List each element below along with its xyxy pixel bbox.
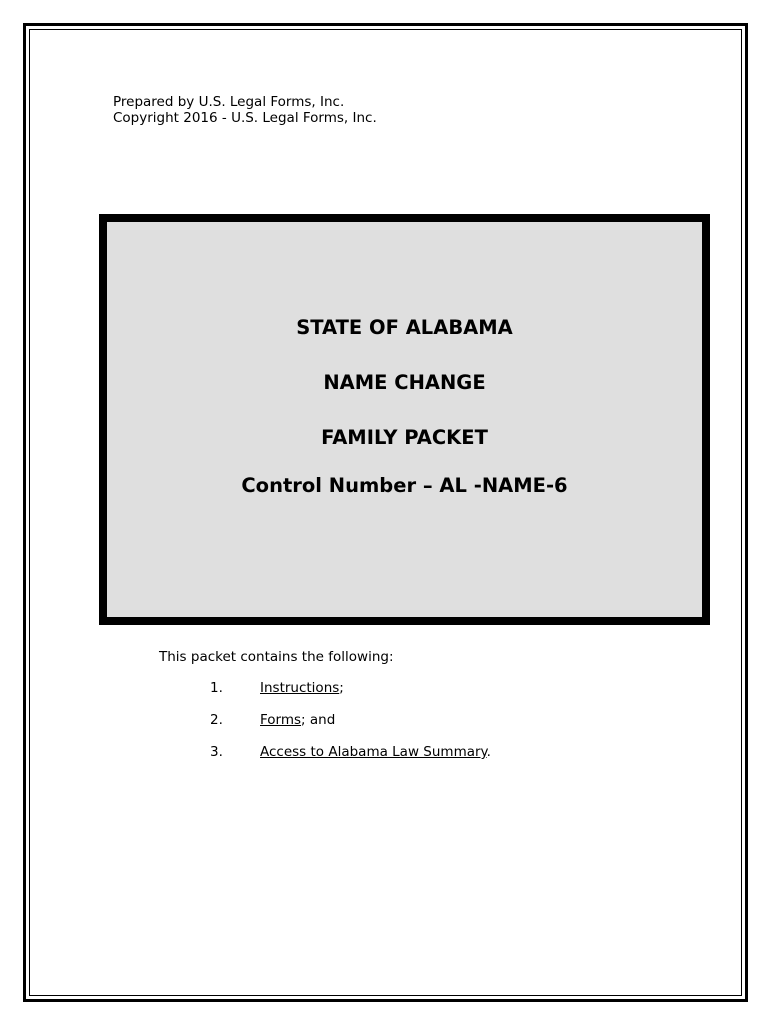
control-number: Control Number – AL -NAME-6 — [241, 474, 568, 497]
list-item-suffix: ; — [339, 680, 344, 696]
subject-title: NAME CHANGE — [323, 371, 486, 394]
copyright-text: Copyright 2016 - U.S. Legal Forms, Inc. — [113, 110, 377, 126]
list-item-number: 1. — [210, 680, 223, 696]
list-item — [210, 712, 335, 728]
list-item-number: 3. — [210, 744, 223, 760]
packet-type-title: FAMILY PACKET — [321, 426, 488, 449]
list-item-suffix: . — [486, 744, 491, 760]
law-summary-link[interactable]: Access to Alabama Law Summary — [260, 744, 487, 760]
list-item-number: 2. — [210, 712, 223, 728]
contents-intro: This packet contains the following: — [159, 649, 394, 665]
state-title: STATE OF ALABAMA — [296, 316, 513, 339]
list-item — [210, 680, 344, 696]
list-item — [210, 744, 491, 760]
document-header — [113, 94, 377, 126]
forms-link[interactable]: Forms — [260, 712, 302, 728]
title-box — [99, 214, 710, 625]
list-item-suffix: ; and — [301, 712, 336, 728]
prepared-by-text: Prepared by U.S. Legal Forms, Inc. — [113, 94, 345, 110]
instructions-link[interactable]: Instructions — [260, 680, 340, 696]
